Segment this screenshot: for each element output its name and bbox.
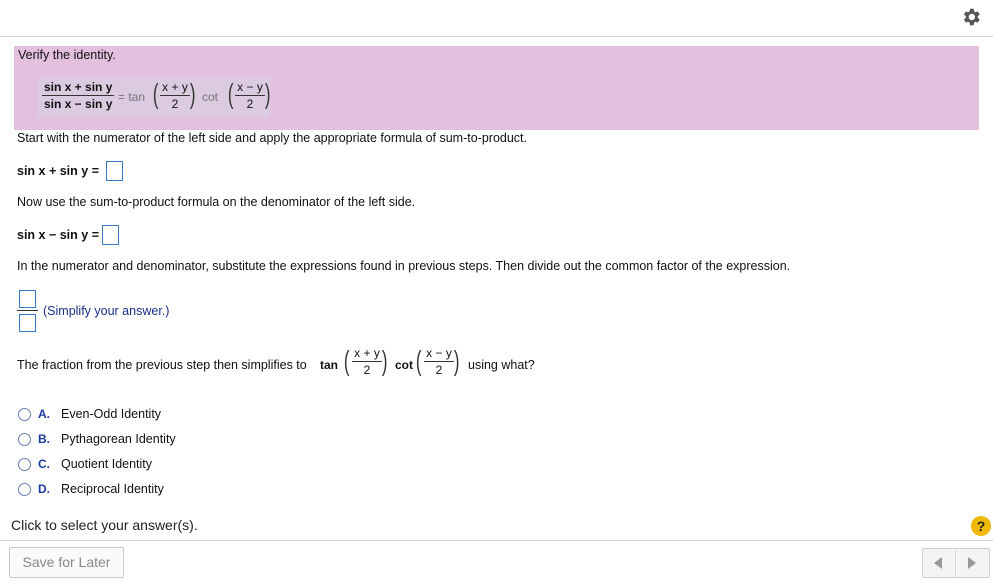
chevron-left-icon [934,557,942,569]
equals-tan: = tan [118,90,146,104]
question-prefix: The fraction from the previous step then simplifies to [17,358,307,372]
previous-button[interactable] [923,549,956,577]
simplify-hint: (Simplify your answer.) [43,304,170,318]
denominator-answer-input[interactable] [102,225,119,245]
question-cot-argument: $\frac{x - y}{2}$ [424,346,454,378]
cot-argument: $\frac{x - y}{2}$ [235,80,265,112]
footer-instruction: Click to select your answer(s). [11,517,198,533]
question-suffix: using what? [468,358,535,372]
save-for-later-button[interactable]: Save for Later [9,547,124,578]
numerator-expression: sin x + sin y = [17,164,99,178]
fraction-numerator-input[interactable] [19,290,36,308]
numerator-answer-input[interactable] [106,161,123,181]
radio-icon[interactable] [18,458,31,471]
question-tan: tan [320,358,338,372]
lhs-denominator: sin x − sin y [44,97,113,111]
question-navigation [922,548,990,578]
identity-equation: $\frac{\text{sin x + sin y}}{\text{sin x − sin y}}$ = tan ( $\frac{x + y}{2}$ ) cot ( $\frac{x - y}{2}$ ) [38,76,270,118]
step3-text: In the numerator and denominator, substitute the expressions found in previous steps. Then divide out the common factor of the expression. [17,259,791,273]
radio-icon[interactable] [18,483,31,496]
next-button[interactable] [956,549,988,577]
lhs-numerator: sin x + sin y [44,80,113,94]
gear-icon[interactable] [960,6,982,28]
fraction-bar [17,310,38,311]
step2-text: Now use the sum-to-product formula on the denominator of the left side. [17,195,416,209]
question-cot: cot [395,358,413,372]
fraction-denominator-input[interactable] [19,314,36,332]
top-toolbar [0,0,993,37]
lhs-fraction [42,80,114,112]
tan-argument: $\frac{x + y}{2}$ [160,80,190,112]
step1-text: Start with the numerator of the left side and apply the appropriate formula of sum-to-product. [17,131,527,145]
instruction-panel [14,46,979,130]
question-tan-argument: $\frac{x + y}{2}$ [352,346,382,378]
denominator-expression: sin x − sin y = [17,228,99,242]
radio-icon[interactable] [18,408,31,421]
help-icon[interactable]: ? [971,516,991,536]
footer-divider [0,540,993,541]
chevron-right-icon [968,557,976,569]
cot-label: cot [202,90,219,104]
radio-icon[interactable] [18,433,31,446]
instruction-title: Verify the identity. [18,48,116,62]
